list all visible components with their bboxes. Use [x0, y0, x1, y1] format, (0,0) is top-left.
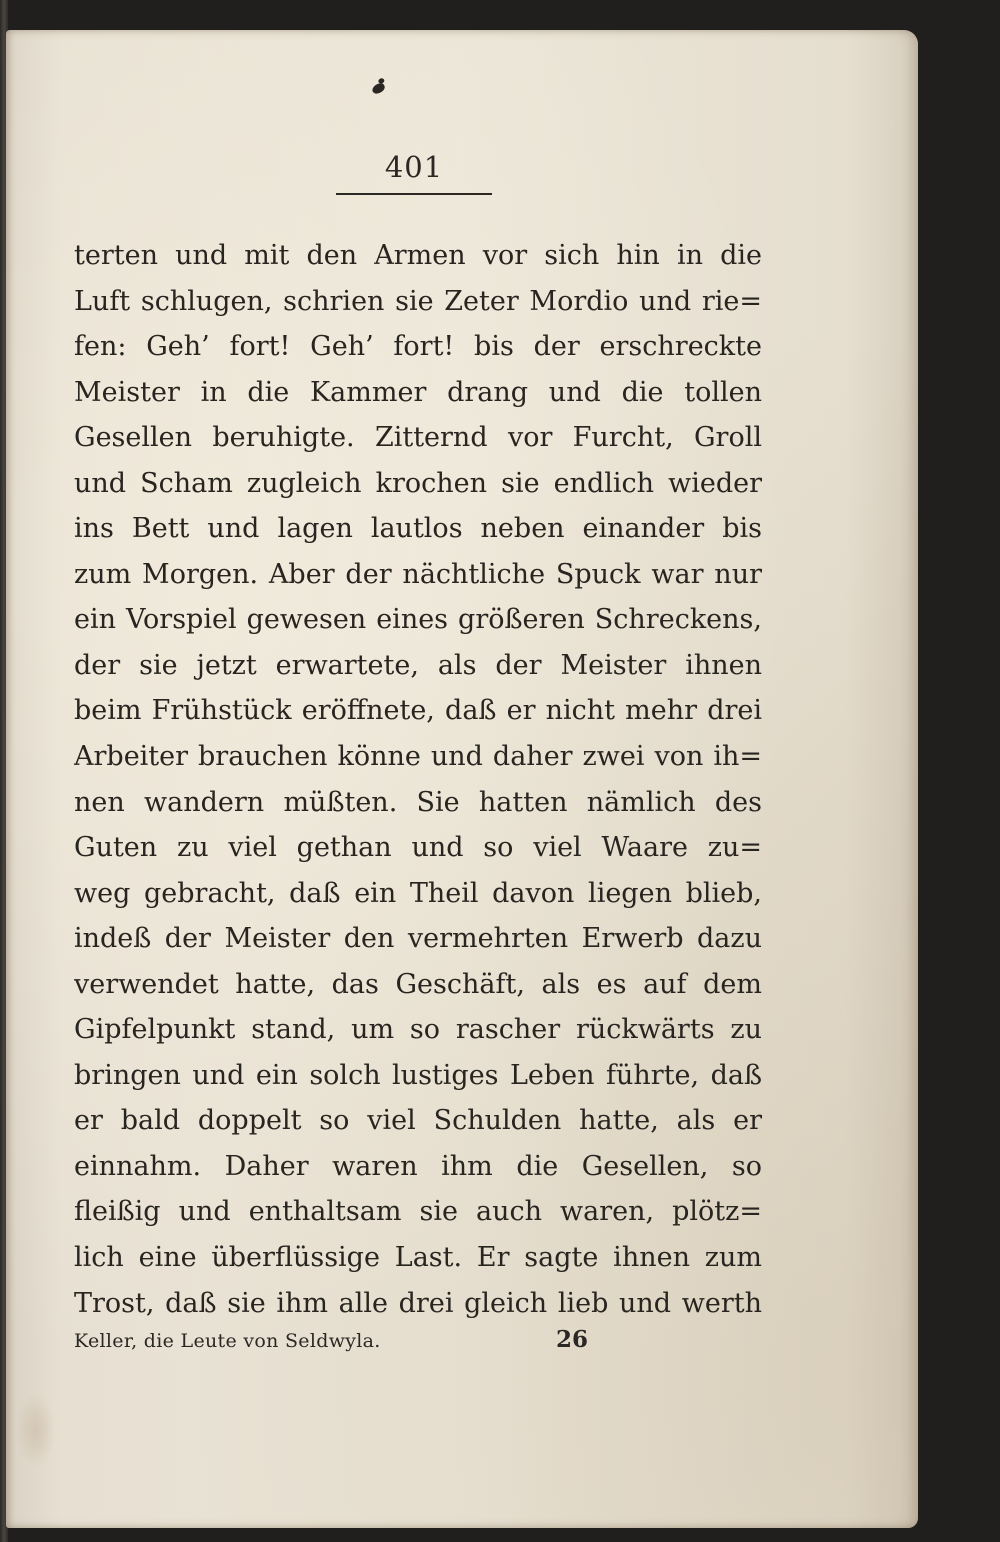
- text-line: weg gebracht, daß ein Theil davon liegen blieb,: [74, 877, 762, 909]
- body-text: [74, 233, 762, 1326]
- text-line: beim Frühstück eröffnete, daß er nicht mehr drei: [74, 695, 762, 727]
- text-line: Arbeiter brauchen könne und daher zwei von ih=: [74, 741, 762, 773]
- text-line: nen wandern müßten. Sie hatten nämlich des: [74, 786, 762, 818]
- text-line: ein Vorspiel gewesen eines größeren Schreckens,: [74, 604, 762, 636]
- header-rule: [336, 193, 492, 195]
- page-number: 401: [384, 150, 444, 184]
- text-line: ins Bett und lagen lautlos neben einander bis: [74, 513, 762, 545]
- text-line: Luft schlugen, schrien sie Zeter Mordio und rie=: [74, 285, 762, 317]
- text-line: Trost, daß sie ihm alle drei gleich lieb und werth: [74, 1287, 762, 1319]
- footer-signature: Keller, die Leute von Seldwyla.: [74, 1330, 381, 1352]
- text-line: er bald doppelt so viel Schulden hatte, als er: [74, 1105, 762, 1137]
- book-page: [6, 30, 918, 1528]
- paper-stain: [16, 1390, 56, 1470]
- text-line: Guten zu viel gethan und so viel Waare zu=: [74, 832, 762, 864]
- text-line: zum Morgen. Aber der nächtliche Spuck war nur: [74, 558, 762, 590]
- text-line: terten und mit den Armen vor sich hin in die: [74, 240, 762, 271]
- text-line: und Scham zugleich krochen sie endlich wieder: [74, 467, 762, 499]
- text-line: Meister in die Kammer drang und die tollen: [74, 376, 762, 408]
- text-line: fen: Geh’ fort! Geh’ fort! bis der erschreckte: [74, 331, 762, 363]
- text-line: indeß der Meister den vermehrten Erwerb dazu: [74, 923, 762, 955]
- text-line: lich eine überflüssige Last. Er sagte ihnen zum: [74, 1242, 762, 1274]
- text-line: Gipfelpunkt stand, um so rascher rückwärts zu: [74, 1014, 762, 1046]
- text-line: Gesellen beruhigte. Zitternd vor Furcht, Groll: [74, 422, 762, 454]
- text-line: einnahm. Daher waren ihm die Gesellen, so: [74, 1150, 762, 1182]
- text-line: der sie jetzt erwartete, als der Meister ihnen: [74, 649, 762, 681]
- ink-blot-mark: [371, 82, 386, 95]
- page-footer: [74, 1326, 674, 1356]
- text-line: fleißig und enthaltsam sie auch waren, plötz=: [74, 1196, 762, 1228]
- text-line: verwendet hatte, das Geschäft, als es auf dem: [74, 968, 762, 1000]
- sheet-signature-number: 26: [556, 1326, 589, 1353]
- text-line: bringen und ein solch lustiges Leben führte, daß: [74, 1059, 762, 1091]
